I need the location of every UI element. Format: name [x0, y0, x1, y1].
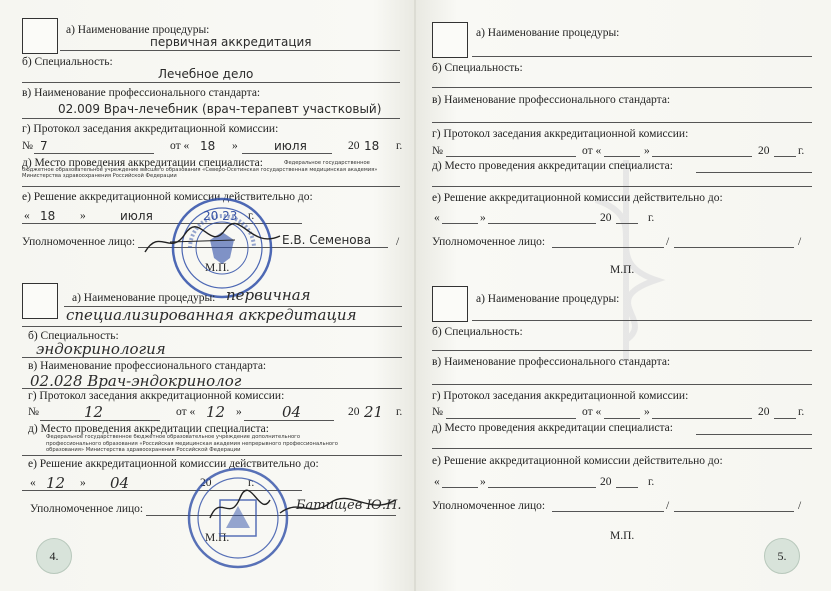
authorized-label: Уполномоченное лицо: — [22, 236, 136, 248]
checkbox-box — [22, 283, 58, 319]
specialty-value: Лечебное дело — [158, 67, 254, 81]
mp-label: М.П. — [205, 532, 230, 544]
procedure-value-line2: специализированная аккредитация — [66, 306, 357, 324]
place-label: д) Место проведения аккредитации специалиста: — [432, 160, 673, 172]
place-value: Федеральное государственное бюджетное образовательное учреждение высшего образования «Северо-Осетинская государственная медицинская академия» Министерства здравоохранения Российской Федерации — [22, 160, 378, 179]
signature-2 — [200, 488, 400, 528]
procedure-label: а) Наименование процедуры: — [476, 27, 620, 39]
authorized-label: Уполномоченное лицо: — [30, 503, 144, 515]
decision-day-value: 12 — [46, 474, 66, 492]
authorized-label: Уполномоченное лицо: — [432, 236, 546, 248]
protocol-month-value: 04 — [282, 403, 302, 421]
authorized-label: Уполномоченное лицо: — [432, 500, 546, 512]
page-number: 5. — [764, 538, 800, 574]
standard-label: в) Наименование профессионального стандарта: — [22, 87, 261, 99]
place-label: д) Место проведения аккредитации специалиста: — [432, 422, 673, 434]
specialty-label: б) Специальность: — [432, 326, 523, 338]
protocol-day-value: 18 — [200, 139, 216, 153]
procedure-value-line1: первичная — [226, 286, 311, 304]
right-page: а) Наименование процедуры: б) Специальность: в) Наименование профессионального стандарта: г) Протокол заседания аккредитационной комиссии: № от « » 20 г. д) Место проведения аккредитации специалиста: е) Решение аккредитационной комиссии действительно до: « » 20 г. Уполномоченное лицо: / / М.П. а) Наименование процедуры: б) Специальность: в) Наименование профессионального стандарта: г) Протокол заседания аккредитационной комиссии: № от « » 20 г. д) Место проведения аккредитации специалиста: е) Решение аккредитационной комиссии действительно до: « » 20 г. Уполномоченное лицо: / / М.П. 5. — [416, 0, 831, 591]
protocol-label: г) Протокол заседания аккредитационной комиссии: — [22, 123, 279, 135]
mp-label: М.П. — [610, 530, 635, 542]
caduceus-watermark — [536, 150, 716, 370]
standard-label: в) Наименование профессионального стандарта: — [432, 94, 671, 106]
protocol-label: г) Протокол заседания аккредитационной комиссии: — [432, 390, 689, 402]
standard-label: в) Наименование профессионального стандарта: — [432, 356, 671, 368]
specialty-value: эндокринология — [36, 340, 166, 358]
decision-label: е) Решение аккредитационной комиссии действительно до: — [28, 458, 319, 470]
procedure-label: а) Наименование процедуры: — [72, 292, 216, 304]
standard-value: 02.028 Врач-эндокринолог — [30, 372, 242, 390]
decision-year-value: 20 23 — [203, 209, 238, 223]
checkbox-box — [432, 286, 468, 322]
specialty-label: б) Специальность: — [432, 62, 523, 74]
place-value: Федеральное государственное бюджетное образовательное учреждение дополнительного профессионального образования «Российская медицинская академия непрерывного профессионального образования» Министерства здравоохранения Российской Федерации — [46, 434, 338, 453]
procedure-label: а) Наименование процедуры: — [66, 24, 210, 36]
decision-day-value: 18 — [40, 209, 56, 223]
protocol-year-value: 21 — [364, 403, 384, 421]
left-page: а) Наименование процедуры: первичная аккредитация б) Специальность: Лечебное дело в) Наименование профессионального стандарта: 02.009 Врач-лечебник (врач-терапевт участковый) г) Протокол заседания аккредитационной комиссии: № 7 от « 18 » июля 20 18 г. д) Место проведения аккредитации специалиста: Федеральное государственное бюджетное образовательное учреждение высшего образования «Северо-Осетинская государственная медицинская академия» Министерства здравоохранения Российской Федерации е) Решение аккредитационной комиссии действительно до: « 18 » июля 20 23 г. Уполномоченное лицо: Е.В. Семенова / М.П. а) Наименование процедуры: первичная специализированная аккредитация б) Специальность: эндокринология в) Наименование профессионального стандарта: 02.028 Врач-эндокринолог г) Протокол заседания аккредитационной комиссии: № 12 от « 12 » 04 20 21 г. д) Место проведения аккредитации специалиста: Федеральное государственное бюджетное образовательное учреждение дополнительного профессионального образования «Российская медицинская академия непрерывного профессионального образования» Министерства здравоохранения Российской Федерации е) Решение аккредитационной комиссии действительно до: « 12 » 04 20 г. Уполномоченное лицо: Батищев Ю.Н. М.П. 4. — [0, 0, 415, 591]
protocol-number-value: 7 — [40, 139, 48, 153]
place-label: д) Место проведения аккредитации специалиста: — [22, 157, 263, 169]
decision-label: е) Решение аккредитационной комиссии действительно до: — [432, 455, 723, 467]
checkbox-box — [432, 22, 468, 58]
procedure-value: первичная аккредитация — [150, 35, 312, 49]
signature-1 — [140, 222, 290, 262]
specialty-label: б) Специальность: — [28, 330, 119, 342]
specialty-label: б) Специальность: — [22, 56, 113, 68]
protocol-number-value: 12 — [84, 403, 104, 421]
protocol-month-value: июля — [274, 139, 307, 153]
protocol-number-label: № — [22, 140, 33, 152]
decision-month-value: июля — [120, 209, 153, 223]
decision-month-value: 04 — [110, 474, 130, 492]
mp-label: М.П. — [610, 264, 635, 276]
authorized-value: Е.В. Семенова — [282, 233, 372, 247]
protocol-label: г) Протокол заседания аккредитационной комиссии: — [28, 390, 285, 402]
checkbox-box — [22, 18, 58, 54]
mp-label: М.П. — [205, 262, 230, 274]
standard-value: 02.009 Врач-лечебник (врач-терапевт участковый) — [58, 102, 382, 116]
authorized-value: Батищев Ю.Н. — [296, 498, 402, 513]
procedure-label: а) Наименование процедуры: — [476, 293, 620, 305]
decision-label: е) Решение аккредитационной комиссии действительно до: — [22, 191, 313, 203]
protocol-label: г) Протокол заседания аккредитационной комиссии: — [432, 128, 689, 140]
standard-label: в) Наименование профессионального стандарта: — [28, 360, 267, 372]
page-number: 4. — [36, 538, 72, 574]
place-label: д) Место проведения аккредитации специалиста: — [28, 423, 269, 435]
decision-label: е) Решение аккредитационной комиссии действительно до: — [432, 192, 723, 204]
protocol-day-value: 12 — [206, 403, 226, 421]
protocol-year-value: 18 — [364, 139, 380, 153]
